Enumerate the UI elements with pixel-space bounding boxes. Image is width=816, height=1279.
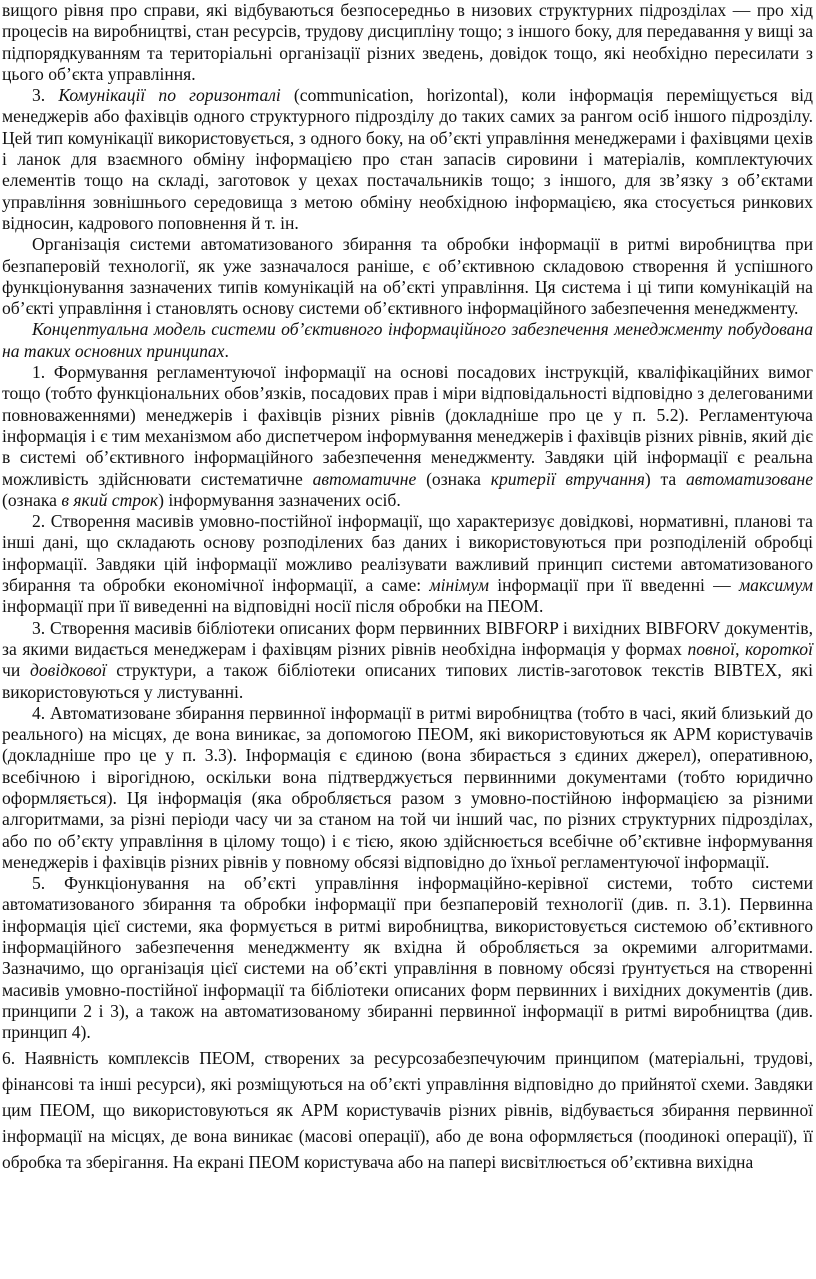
italic-term: Комунікації по горизонталі <box>58 85 281 106</box>
paragraph-text: чи <box>2 660 30 681</box>
paragraph-3 <box>2 319 813 362</box>
paragraph-text: 1. Формування регламентуючої інформації на основі посадових інструкцій, кваліфікаційних вимог тощо (тобто функціональних обов’язків, посадових прав і міри відповідальності відповідно з делегованими повноваженнями) менеджерів і фахівців різних рівнів (докладніше про це у п. 5.2). Регламентуюча інформація і є тим механізмом або диспетчером інформування менеджерів і фахівців різних рівнів, який діє в системі об’єктивного інформаційного забезпечення менеджменту. Завдяки цій інформації є реальна можливість здійснювати систематичне <box>2 362 813 489</box>
paragraph-2 <box>2 234 813 319</box>
paragraph-text: 2. Створення масивів умовно-постійної інформації, що характеризує довідкові, нормативні, планові та інші дані, що складають основу розподілених баз даних і використовуються при розподіленій обробці інформації. Завдяки цій інформації можливо реалізувати важливий принцип системи автоматизованого збирання та обробки економічної інформації, а саме: <box>2 511 813 596</box>
italic-heading: Концептуальна модель системи об’єктивного інформаційного забезпечення менеджменту побудована на таких основних принципах <box>2 319 813 361</box>
paragraph-7 <box>2 703 813 873</box>
paragraph-text: , <box>735 638 746 659</box>
paragraph-text: вищого рівня про справи, які відбуваються безпосередньо в низових структурних підрозділах — про хід процесів на виробництві, стан ресурсів, трудову дисципліну тощо; з іншого боку, для передавання у вищі за підпорядкуванням та територіальні організації різних зведень, довідок тощо, які необхідно пересилати з цього об’єкта управління. <box>2 0 813 84</box>
italic-term: короткої <box>745 638 813 659</box>
paragraph-4 <box>2 362 813 511</box>
paragraph-text: 5. Функціонування на об’єкті управління інформаційно-керівної системи, тобто системи автоматизованого збирання та обробки інформації при безпаперовій технології (див. п. 3.1). Первинна інформація цієї системи, яка формується в ритмі виробництва, використовується системою об’єктивного інформаційного забезпечення менеджменту як вхідна й обробляється за окремими алгоритмами. Зазначимо, що організація цієї системи на об’єкті управління в повному обсязі ґрунтується на створенні масивів умовно-постійної інформації та бібліотеки описаних форм первинних і вихідних документів (див. принципи 2 і 3), а також на автоматизованому збиранні первинної інформації в ритмі виробництва (див. принцип 4). <box>2 873 813 1043</box>
paragraph-9 <box>2 1045 813 1175</box>
paragraph-text: (ознака <box>2 489 62 510</box>
paragraph-text: інформації при її введенні — <box>488 575 739 596</box>
italic-term: повної <box>687 638 736 659</box>
paragraph-text: Організація системи автоматизованого збирання та обробки інформації в ритмі виробництва при безпаперовій технології, як уже зазначалося раніше, є об’єктивною складовою створення й успішного функціонування зазначених типів комунікацій на об’єкті управління. Ця система і ці типи комунікацій на об’єкті управління і становлять основу системи об’єктивного інформаційного забезпечення менеджменту. <box>2 234 813 319</box>
paragraph-text: 3. Створення масивів бібліотеки описаних форм первинних BIBFORP і вихідних BIBFORV документів, за якими видається менеджерам і фахівцям різних рівнів необхідна інформація у формах <box>2 617 813 659</box>
paragraph-text: структури, а також бібліотеки описаних типових листів-заготовок текстів BIBTEX, які використовуються у листуванні. <box>2 660 813 702</box>
paragraph-text: 4. Автоматизоване збирання первинної інформації в ритмі виробництва (тобто в часі, який близький до реального) на місцях, де вона виникає, за допомогою ПЕОМ, які використовуються як АРМ користувачів (докладніше про це у п. 3.3). Інформація є єдиною (вона збирається з єдиних джерел), оперативною, всебічною і вірогідною, оскільки вона підтверджується первинними документами (тобто юридично оформляється). Ця інформація (яка обробляється разом з умовно-постійною інформацією за різними алгоритмами, за різні періоди часу чи за станом на той чи інший час, по різних структурних підрозділах, або по об’єкту управління в цілому тощо) і є тією, якою здійснюється всебічне об’єктивне інформування менеджерів і фахівців різних рівнів у повному обсязі відповідно до їхньої регламентуючої інформації. <box>2 702 813 872</box>
paragraph-6 <box>2 618 813 703</box>
italic-term: автоматизоване <box>685 468 814 489</box>
italic-term: максимум <box>738 575 813 596</box>
italic-term: довідкової <box>29 660 107 681</box>
italic-term: критерії втручання <box>490 468 645 489</box>
paragraph-text: 6. Наявність комплексів ПЕОМ, створених за ресурсозабезпечуючим принципом (матеріальні, трудові, фінансові та інші ресурси), які розміщуються на об’єкті управління відповідно до прийнятої схеми. Завдяки цим ПЕОМ, що використовуються як АРМ користувачів різних рівнів, відбувається збирання первинної інформації на місцях, де вона виникає (масові операції), або де вона оформляється (поодинокі операції), її обробка та зберігання. На екрані ПЕОМ користувача або на папері висвітлюється об’єктивна вихідна <box>2 1047 813 1172</box>
paragraph-text: 3. <box>32 85 59 106</box>
paragraph-text: . <box>224 340 229 361</box>
paragraph-text: інформації при її виведенні на відповідні носії після обробки на ПЕОМ. <box>2 596 544 617</box>
italic-term: в який строк <box>61 489 159 510</box>
italic-term: мінімум <box>429 575 489 596</box>
paragraph-1 <box>2 85 813 234</box>
paragraph-text: ) інформування зазначених осіб. <box>158 489 401 510</box>
paragraph-text: (communication, horizontal), коли інформація переміщується від менеджерів або фахівців одного структурного підрозділу до таких самих за рангом осіб іншого підрозділу. Цей тип комунікації використовується, з одного боку, на об’єкті управління менеджерами і фахівцями цехів і ланок для взаємного обміну інформацією про стан запасів сировини і матеріалів, комплектуючих елементів тощо на складі, заготовок у цехах постачальників тощо; з іншого, для зв’язку з об’єктами управління зовнішнього середовища з метою обміну необхідною інформацією, яка стосується ринкових відносин, кадрового поповнення й т. ін. <box>2 85 813 233</box>
paragraph-5 <box>2 511 813 617</box>
paragraph-text: (ознака <box>416 468 491 489</box>
paragraph-8 <box>2 873 813 1043</box>
italic-term: автоматичне <box>312 468 417 489</box>
paragraph-text: ) та <box>644 468 686 489</box>
paragraph-0 <box>2 0 813 85</box>
